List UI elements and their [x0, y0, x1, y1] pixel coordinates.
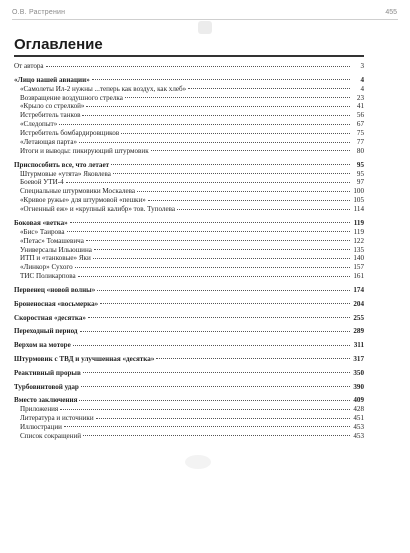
toc-entry-page: 409 — [353, 396, 364, 405]
toc-entry[interactable] — [14, 246, 364, 255]
dot-leader — [137, 191, 350, 192]
toc-entry-page: 122 — [353, 236, 364, 245]
toc-entry-page: 75 — [356, 129, 364, 138]
dot-leader — [75, 267, 350, 268]
toc-entry-title: Штурмовые «утята» Яковлева — [20, 169, 111, 178]
toc-entry[interactable] — [14, 263, 364, 272]
toc-entry-page: 4 — [360, 84, 364, 93]
toc-entry[interactable] — [14, 383, 364, 392]
toc-entry-page: 204 — [353, 299, 364, 308]
toc-entry[interactable] — [14, 205, 364, 214]
toc-entry-page: 140 — [353, 254, 364, 263]
dot-leader — [93, 258, 350, 259]
toc-entry[interactable] — [14, 196, 364, 205]
dot-leader — [97, 290, 350, 291]
toc-entry-title: Истребитель танков — [20, 111, 81, 120]
toc-entry-title: От автора — [14, 62, 44, 70]
toc-entry-title: ТИС Поликарпова — [20, 272, 76, 281]
toc-entry-title: Иллюстрации — [20, 422, 62, 431]
toc-entry-page: 23 — [356, 93, 364, 102]
dot-leader — [94, 249, 350, 250]
toc-entry[interactable] — [14, 254, 364, 263]
toc-entry-page: 119 — [353, 218, 364, 227]
toc-entry[interactable] — [14, 369, 364, 378]
toc-entry-title: «Огненный еж» и «крупный калибр» тов. Туполева — [20, 205, 175, 214]
toc-entry-page: 157 — [353, 263, 364, 272]
toc-entry[interactable] — [14, 138, 364, 147]
page-title: Оглавление — [14, 36, 103, 53]
dot-leader — [111, 164, 350, 165]
toc-entry-title: Переходный период — [14, 327, 78, 336]
toc-entry[interactable] — [14, 405, 364, 414]
toc-entry[interactable] — [14, 170, 364, 179]
toc-entry-title: Литература и источники — [20, 414, 94, 423]
toc-entry-page: 453 — [353, 422, 364, 431]
toc-entry-title: Броненосная «восьмерка» — [14, 299, 99, 308]
toc-entry-page: 100 — [353, 187, 364, 196]
toc-entry-page: 428 — [353, 405, 364, 414]
toc-entry[interactable] — [14, 432, 364, 441]
dot-leader — [78, 276, 350, 277]
dot-leader — [83, 435, 350, 436]
toc-entry-page: 451 — [353, 414, 364, 423]
dot-leader — [59, 124, 350, 125]
dot-leader — [66, 182, 350, 183]
toc-entry-page: 135 — [353, 245, 364, 254]
dot-leader — [86, 106, 350, 107]
toc-entry-title: Универсалы Ильюшина — [20, 245, 92, 254]
toc-entry-title: Верхом на моторе — [14, 341, 71, 350]
toc-entry[interactable] — [14, 120, 364, 129]
toc-entry-page: 174 — [353, 286, 364, 295]
dot-leader — [96, 418, 350, 419]
dot-leader — [81, 386, 350, 387]
toc-entry-title: Скоростная «десятка» — [14, 313, 86, 322]
toc-entry[interactable] — [14, 147, 364, 156]
toc-entry[interactable] — [14, 286, 364, 295]
toc-entry-page: 350 — [353, 368, 364, 377]
dot-leader — [121, 133, 350, 134]
toc-entry-title: «Летающая парта» — [20, 138, 78, 147]
toc-entry[interactable] — [14, 300, 364, 309]
toc-entry[interactable] — [14, 129, 364, 138]
toc-entry[interactable] — [14, 76, 364, 85]
toc-entry[interactable] — [14, 85, 364, 94]
dot-leader — [80, 331, 350, 332]
toc-entry-title: Штурмовик с ТВД и улучшенная «десятка» — [14, 354, 155, 363]
toc-entry-title: «Петас» Томашевича — [20, 236, 84, 245]
dot-leader — [125, 97, 350, 98]
toc-entry[interactable] — [14, 327, 364, 336]
toc-entry-title: Список сокращений — [20, 431, 82, 440]
toc-entry-page: 3 — [360, 62, 364, 70]
toc-entry-title: «Крыло со стрелкой» — [20, 102, 85, 111]
table-of-contents — [14, 62, 364, 441]
watermark-icon — [185, 455, 211, 469]
toc-entry-title: Боевой УТИ-4 — [20, 178, 64, 187]
toc-entry-page: 161 — [353, 272, 364, 281]
toc-entry-page: 80 — [356, 146, 364, 155]
toc-entry-title: «Линкор» Сухого — [20, 263, 73, 272]
dot-leader — [73, 345, 350, 346]
toc-entry-title: Приспособить все, что летает — [14, 160, 110, 169]
toc-entry-title: «Следопыт» — [20, 120, 58, 129]
toc-entry-title: Реактивный прорыв — [14, 368, 81, 377]
toc-entry[interactable] — [14, 423, 364, 432]
toc-entry-page: 255 — [353, 313, 364, 322]
toc-entry-title: Первенец «новой волны» — [14, 286, 96, 295]
toc-entry[interactable] — [14, 94, 364, 103]
toc-entry[interactable] — [14, 396, 364, 405]
dot-leader — [86, 240, 350, 241]
toc-entry-page: 311 — [353, 341, 364, 350]
toc-entry-page: 77 — [356, 138, 364, 147]
dot-leader — [79, 142, 350, 143]
toc-entry-page: 453 — [353, 431, 364, 440]
toc-entry[interactable] — [14, 341, 364, 350]
toc-entry-title: Турбовинтовой удар — [14, 382, 79, 391]
header-rule — [12, 19, 398, 20]
dot-leader — [83, 372, 350, 373]
toc-entry-page: 119 — [353, 227, 364, 236]
toc-entry-title: Боковая «ветка» — [14, 218, 68, 227]
toc-entry-page: 97 — [356, 178, 364, 187]
toc-entry[interactable] — [14, 62, 364, 71]
dot-leader — [177, 209, 350, 210]
toc-entry[interactable] — [14, 187, 364, 196]
dot-leader — [70, 222, 350, 223]
dot-leader — [151, 150, 350, 151]
toc-entry-page: 95 — [356, 160, 364, 169]
dot-leader — [100, 303, 350, 304]
dot-leader — [88, 317, 350, 318]
toc-entry[interactable] — [14, 272, 364, 281]
dot-leader — [46, 66, 350, 67]
toc-entry-title: Приложения — [20, 405, 59, 414]
toc-entry[interactable] — [14, 237, 364, 246]
toc-entry-title: Возвращение воздушного стрелка — [20, 93, 123, 102]
toc-entry-page: 390 — [353, 382, 364, 391]
toc-entry[interactable] — [14, 161, 364, 170]
toc-entry[interactable] — [14, 111, 364, 120]
toc-entry[interactable] — [14, 228, 364, 237]
toc-entry[interactable] — [14, 219, 364, 228]
toc-entry[interactable] — [14, 314, 364, 323]
toc-entry-page: 105 — [353, 196, 364, 205]
toc-entry-page: 289 — [353, 327, 364, 336]
dot-leader — [113, 173, 350, 174]
dot-leader — [82, 115, 350, 116]
dot-leader — [148, 200, 350, 201]
toc-entry-title: «Кривое ружье» для штурмовой «пешки» — [20, 196, 146, 205]
dot-leader — [79, 400, 350, 401]
toc-entry-title: «Лицо нашей авиации» — [14, 75, 90, 84]
toc-entry-title: «Самолеты Ил-2 нужны ...теперь как воздух, как хлеб» — [20, 84, 187, 93]
toc-entry-title: Специальные штурмовики Москалева — [20, 187, 136, 196]
toc-entry-page: 4 — [360, 75, 364, 84]
dot-leader — [92, 79, 350, 80]
watermark-icon — [198, 21, 212, 34]
toc-entry-title: Итоги и выводы: пикирующий штурмовик — [20, 146, 149, 155]
toc-entry[interactable] — [14, 414, 364, 423]
toc-entry-title: ИТП и «танковые» Яки — [20, 254, 91, 263]
dot-leader — [156, 358, 350, 359]
dot-leader — [60, 409, 350, 410]
toc-entry-page: 56 — [356, 111, 364, 120]
toc-entry-page: 41 — [356, 102, 364, 111]
toc-entry-title: Вместо заключения — [14, 396, 78, 405]
toc-entry-page: 95 — [356, 169, 364, 178]
toc-entry-page: 317 — [353, 354, 364, 363]
page-number: 455 — [385, 9, 397, 16]
toc-entry-title: Истребитель бомбардировщиков — [20, 129, 120, 138]
running-header-author: О.В. Растренин — [12, 9, 66, 16]
toc-entry[interactable] — [14, 178, 364, 187]
toc-entry-title: «Бис» Таирова — [20, 227, 65, 236]
toc-entry[interactable] — [14, 355, 364, 364]
dot-leader — [64, 426, 350, 427]
dot-leader — [188, 88, 350, 89]
toc-entry-page: 67 — [356, 120, 364, 129]
toc-entry-page: 114 — [353, 205, 364, 214]
toc-entry[interactable] — [14, 102, 364, 111]
dot-leader — [67, 231, 351, 232]
title-rule — [14, 55, 364, 57]
